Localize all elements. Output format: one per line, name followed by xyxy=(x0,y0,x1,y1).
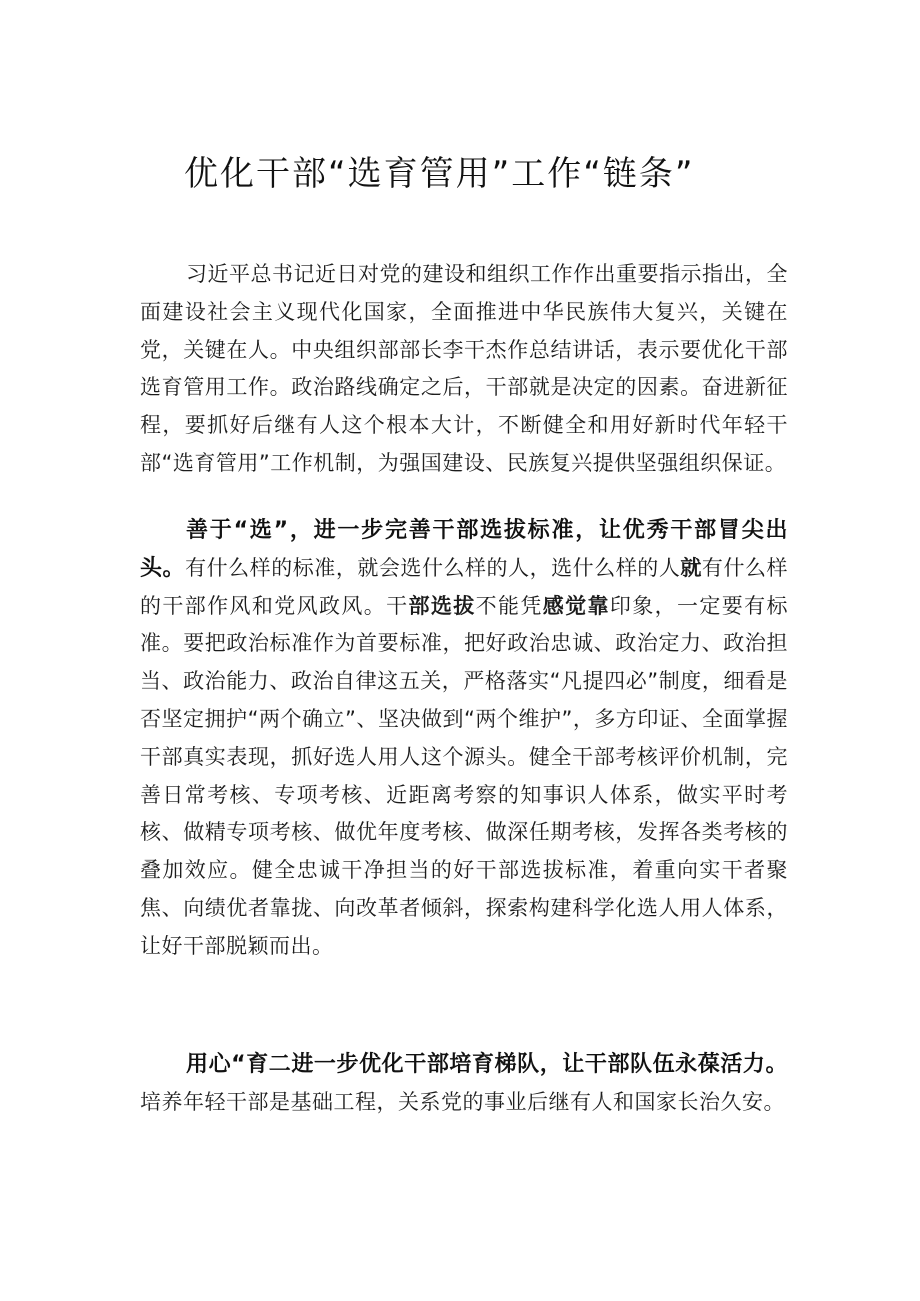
paragraph-intro-text: 习近平总书记近日对党的建设和组织工作作出重要指示指出，全面建设社会主义现代化国家，全面推进中华民族伟大复兴，关键在党，关键在人。中央组织部部长李干杰作总结讲话，表示要优化干部选育管用工作。政治路线确定之后，干部就是决定的因素。奋进新征程，要抓好后继有人这个根本大计，不断健全和用好新时代年轻干部“选育管用”工作机制，为强国建设、民族复兴提供坚强组织保证。 xyxy=(140,262,788,475)
section-heading-cultivate: 用心“育二进一步优化干部培育梯队，让干部队伍永葆活力。 xyxy=(186,1052,788,1077)
paragraph-select xyxy=(140,512,788,966)
document-title: 优化干部“选育管用”工作“链条” xyxy=(184,154,695,194)
paragraph-select-text-a: 有什么样的标准，就会选什么样的人，选什么样的人 xyxy=(185,555,681,580)
paragraph-intro xyxy=(140,256,788,483)
section-heading-select: 善于“选”，进一步完善干部选拔标准，让优秀干部冒尖出头。 xyxy=(140,518,788,581)
paragraph-cultivate xyxy=(140,1046,788,1122)
paragraph-select-text-d: 印象，一定要有标准。要把政治标准作为首要标准，把好政治忠诚、政治定力、政治担当、政治能力、政治自律这五关，严格落实“凡提四必”制度，细看是否坚定拥护“两个确立”、坚决做到“两个维护”，多方印证、全面掌握干部真实表现，抓好选人用人这个源头。健全干部考核评价机制，完善日常考核、专项考核、近距离考察的知事识人体系，做实平时考核、做精专项考核、做优年度考核、做深任期考核，发挥各类考核的叠加效应。健全忠诚干净担当的好干部选拔标准，着重向实干者聚焦、向绩优者靠拢、向改革者倾斜，探索构建科学化选人用人体系，让好干部脱颖而出。 xyxy=(140,593,788,958)
paragraph-select-emphasis-3: 感觉靠 xyxy=(542,593,610,618)
paragraph-cultivate-text: 培养年轻干部是基础工程，关系党的事业后继有人和国家长治久安。 xyxy=(140,1089,785,1114)
paragraph-select-emphasis-1: 就 xyxy=(680,555,702,580)
paragraph-select-text-c: 不能凭 xyxy=(475,593,543,618)
paragraph-select-emphasis-2: 部选拔 xyxy=(408,593,476,618)
paragraph-select-text-b: 有什么样的干部作风和党风政风。干 xyxy=(140,555,789,618)
